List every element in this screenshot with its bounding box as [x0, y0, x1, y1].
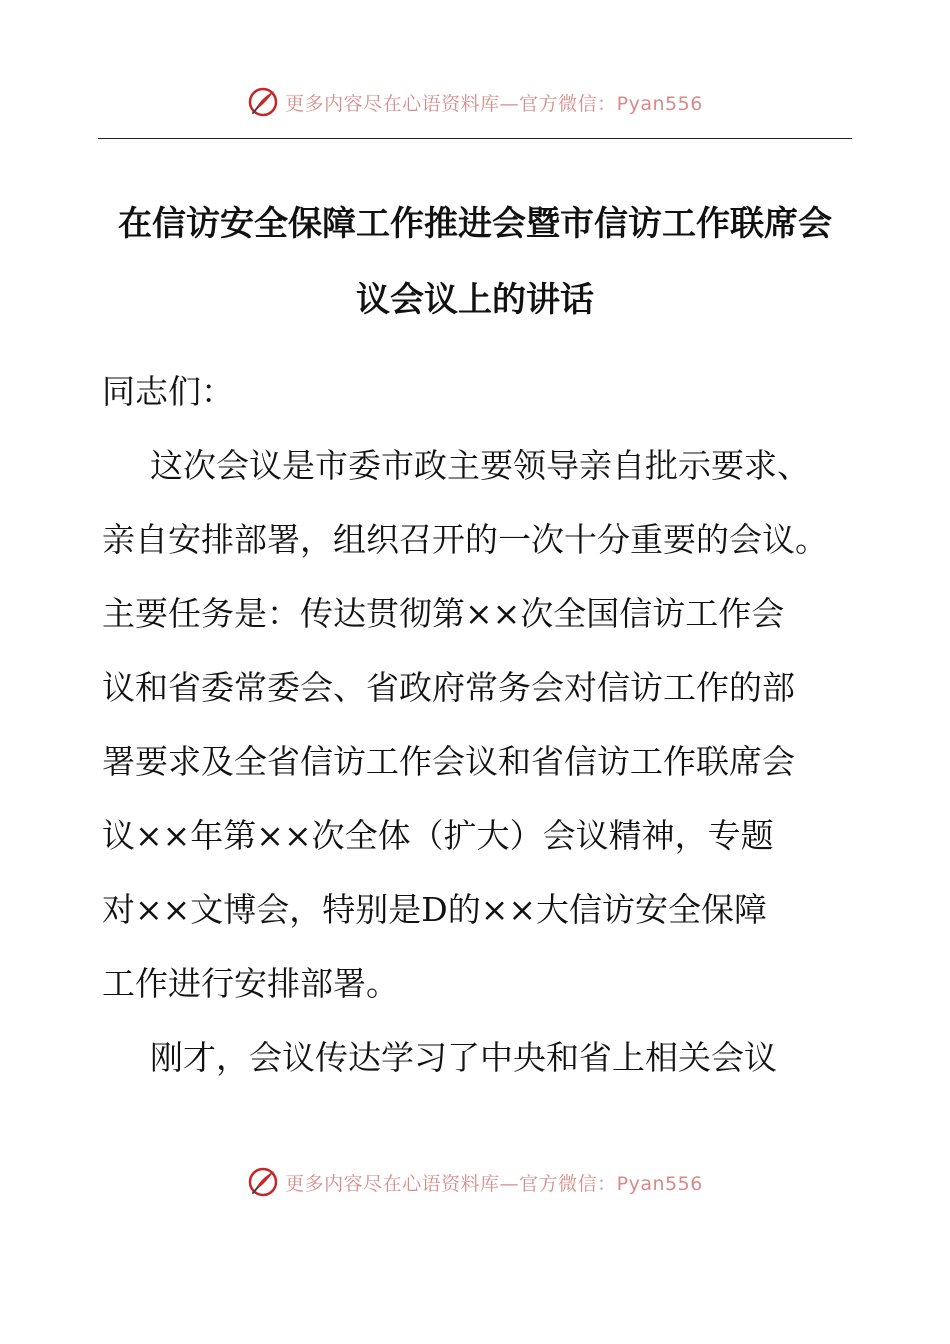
- banner-site-text: 更多内容尽在心语资料库: [285, 92, 500, 115]
- body-line: 这次会议是市委市政主要领导亲自批示要求、: [117, 446, 810, 485]
- banner-dash: —: [499, 1172, 520, 1195]
- header-divider: [98, 138, 852, 139]
- body-line: 同志们：: [102, 372, 234, 411]
- body-line: 署要求及全省信访工作会议和省信访工作联席会: [102, 742, 795, 781]
- header-banner: [0, 82, 950, 122]
- body-line: 亲自安排部署，组织召开的一次十分重要的会议。: [102, 520, 828, 559]
- banner-dash: —: [499, 92, 520, 115]
- quill-pen-logo-icon: [247, 86, 279, 118]
- document-title-line-2: 议会议上的讲话: [356, 280, 594, 320]
- body-line: 主要任务是：传达贯彻第××次全国信访工作会: [102, 594, 785, 633]
- banner-wechat-text: 官方微信：Pyan556: [519, 1172, 703, 1195]
- body-line: 议和省委常委会、省政府常务会对信访工作的部: [102, 668, 795, 707]
- body-line: 议××年第××次全体（扩大）会议精神，专题: [102, 816, 774, 855]
- body-line: 工作进行安排部署。: [102, 964, 399, 1003]
- banner-wechat-text: 官方微信：Pyan556: [519, 92, 703, 115]
- banner-text: [285, 1169, 703, 1196]
- document-title-line-1: 在信访安全保障工作推进会暨市信访工作联席会: [118, 204, 832, 244]
- banner-site-text: 更多内容尽在心语资料库: [285, 1172, 500, 1195]
- footer-banner: [0, 1162, 950, 1202]
- quill-pen-logo-icon: [247, 1166, 279, 1198]
- body-line: 刚才，会议传达学习了中央和省上相关会议: [117, 1038, 777, 1077]
- body-line: 对××文博会，特别是D的××大信访安全保障: [102, 890, 768, 929]
- banner-text: [285, 89, 703, 116]
